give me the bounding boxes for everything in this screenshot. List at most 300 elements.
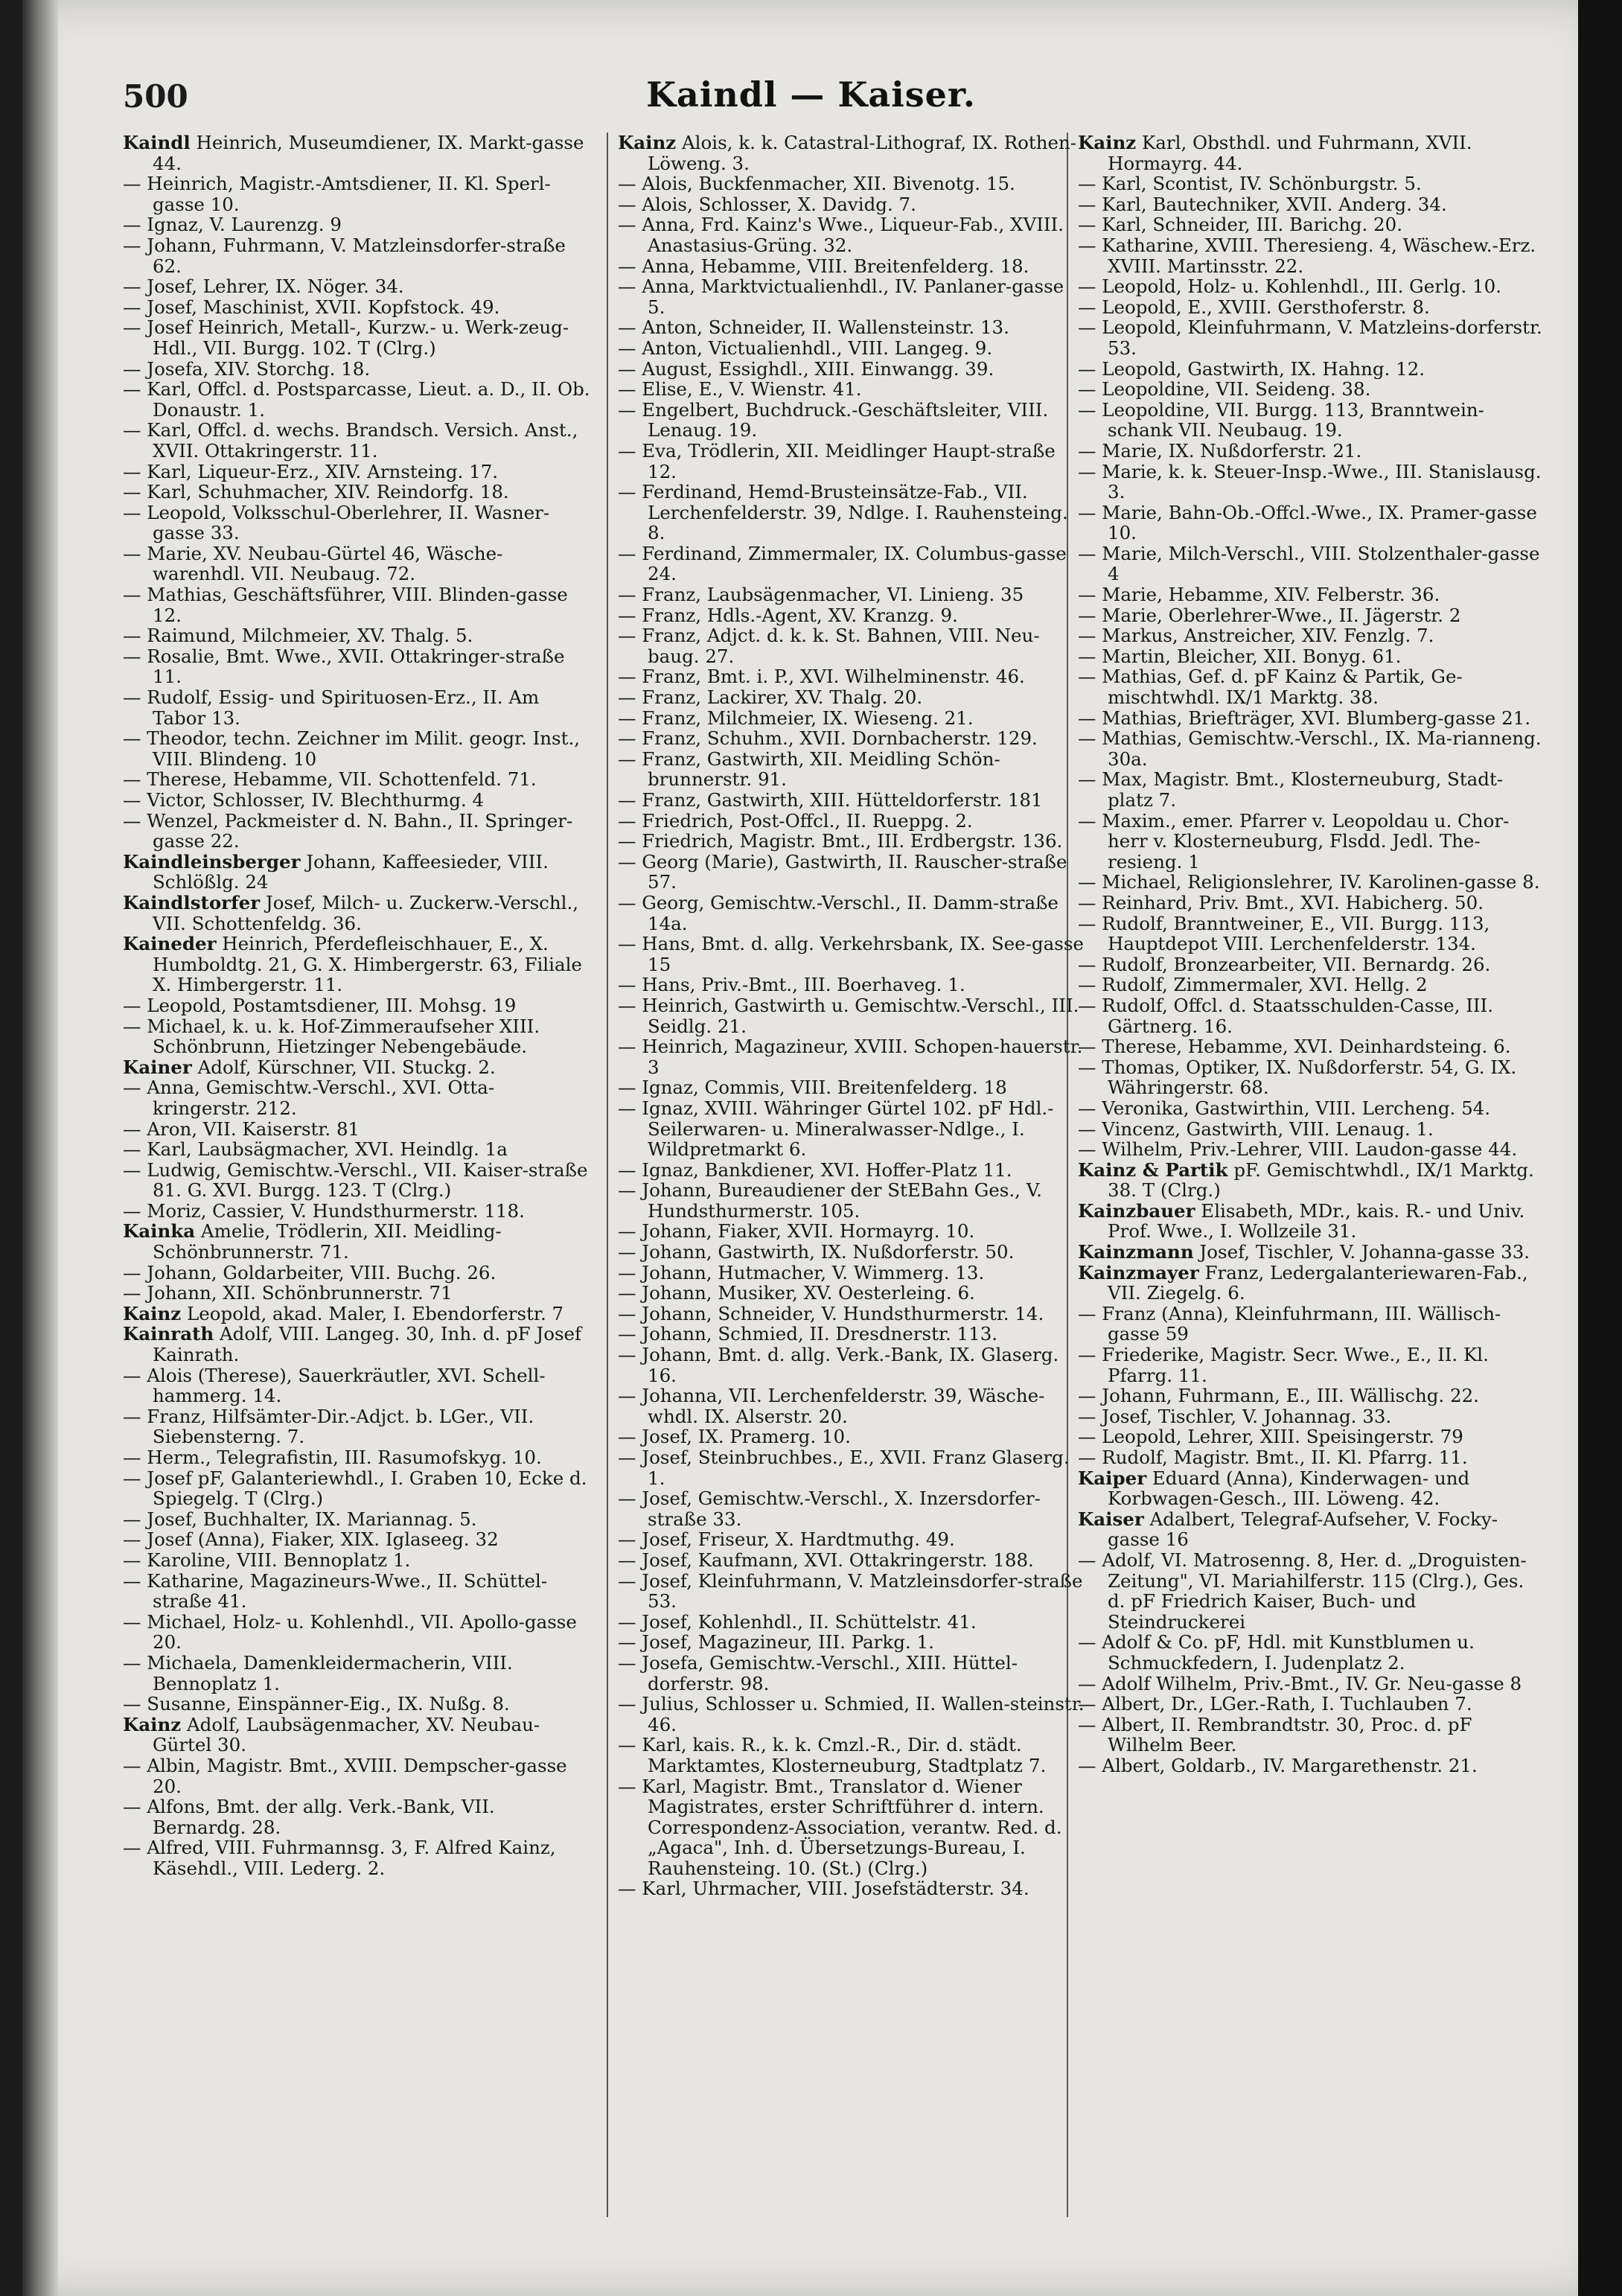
- directory-entry: [1078, 605, 1547, 626]
- entry-text: — Johann, XII. Schönbrunnerstr. 71: [123, 1282, 453, 1304]
- entry-text: — Johann, Musiker, XV. Oesterleing. 6.: [618, 1282, 975, 1304]
- entry-text: — Martin, Bleicher, XII. Bonyg. 61.: [1078, 645, 1402, 667]
- column-2: [618, 133, 1087, 1899]
- entry-surname: Kainz: [1078, 132, 1137, 153]
- entry-text: — Rudolf, Bronzearbeiter, VII. Bernardg. 26.: [1078, 953, 1491, 975]
- directory-entry: [618, 1345, 1087, 1385]
- directory-entry: [618, 1550, 1087, 1571]
- directory-entry: [618, 811, 1087, 832]
- entry-text: — Josef, Kleinfuhrmann, V. Matzleinsdorfer-straße 53.: [618, 1569, 1083, 1613]
- directory-entry: [1078, 173, 1547, 194]
- entry-surname: Kainzbauer: [1078, 1199, 1195, 1222]
- directory-entry: [123, 133, 592, 173]
- directory-entry: [123, 543, 592, 584]
- entry-text: Adalbert, Telegraf-Aufseher, V. Focky-gasse 16: [1108, 1508, 1498, 1551]
- entry-text: — August, Essighdl., XIII. Einwangg. 39.: [618, 357, 994, 380]
- entry-text: — Katharine, XVIII. Theresieng. 4, Wäschew.-Erz. XVIII. Martinsstr. 22.: [1078, 234, 1536, 277]
- entry-text: Leopold, akad. Maler, I. Ebendorferstr. 7: [181, 1302, 564, 1324]
- directory-entry: [618, 1612, 1087, 1633]
- entry-text: — Josef, Gemischtw.-Verschl., X. Inzersdorfer-straße 33.: [618, 1487, 1041, 1530]
- entry-text: Adolf, Kürschner, VII. Stuckg. 2.: [191, 1056, 496, 1078]
- directory-entry: [618, 543, 1087, 584]
- entry-text: — Franz, Laubsägenmacher, VI. Linieng. 35: [618, 584, 1024, 606]
- entry-text: — Ferdinand, Zimmermaler, IX. Columbus-gasse 24.: [618, 542, 1067, 585]
- entry-text: — Thomas, Optiker, IX. Nußdorferstr. 54, G. IX. Währingerstr. 68.: [1078, 1056, 1517, 1099]
- directory-entry: [123, 1139, 592, 1160]
- directory-entry: [1078, 214, 1547, 235]
- entry-text: — Franz, Bmt. i. P., XVI. Wilhelminenstr. 46.: [618, 666, 1025, 688]
- column-3: [1078, 133, 1547, 1776]
- entry-surname: Kainka: [123, 1220, 196, 1243]
- directory-entry: [123, 276, 592, 297]
- directory-entry: [1078, 1694, 1547, 1715]
- entry-text: — Karl, Magistr. Bmt., Translator d. Wiener Magistrates, erster Schriftführer d. intern. Correspondenz-Association, verantw. Red. d. „Agaca", Inh. d. Übersetzungs-Bureau, I. Rauhensteing. 10. (St.) (Clrg.): [618, 1775, 1062, 1879]
- entry-text: — Johanna, VII. Lerchenfelderstr. 39, Wäsche-whdl. IX. Alserstr. 20.: [618, 1385, 1045, 1427]
- directory-entry: [123, 1324, 592, 1365]
- column-1: [123, 133, 592, 1878]
- directory-entry: [123, 214, 592, 235]
- directory-entry: [123, 1509, 592, 1530]
- entry-text: — Wilhelm, Priv.-Lehrer, VIII. Laudon-gasse 44.: [1078, 1138, 1518, 1161]
- directory-entry: [123, 995, 592, 1016]
- entry-text: — Hans, Bmt. d. allg. Verkehrsbank, IX. See-gasse 15: [618, 933, 1084, 975]
- directory-entry: [1078, 194, 1547, 215]
- entry-text: Johann, Kaffeesieder, VIII. Schlößlg. 24: [153, 850, 549, 893]
- directory-entry: [618, 708, 1087, 729]
- directory-entry: [123, 625, 592, 646]
- directory-entry: [618, 1632, 1087, 1653]
- directory-entry: [123, 173, 592, 214]
- directory-entry: [123, 359, 592, 380]
- entry-text: — Adolf & Co. pF, Hdl. mit Kunstblumen u. Schmuckfedern, I. Judenplatz 2.: [1078, 1631, 1475, 1674]
- directory-entry: [618, 625, 1087, 666]
- entry-text: — Marie, XV. Neubau-Gürtel 46, Wäsche-warenhdl. VII. Neubaug. 72.: [123, 542, 503, 585]
- directory-entry: [618, 194, 1087, 215]
- entry-surname: Kaindleinsberger: [123, 850, 301, 873]
- entry-text: — Rudolf, Magistr. Bmt., II. Kl. Pfarrg. 11.: [1078, 1447, 1468, 1468]
- entry-surname: Kainz & Partik: [1078, 1158, 1228, 1181]
- directory-entry: [618, 482, 1087, 543]
- directory-entry: [1078, 1160, 1547, 1201]
- directory-entry: [618, 1776, 1087, 1879]
- entry-text: — Franz, Milchmeier, IX. Wieseng. 21.: [618, 707, 974, 729]
- directory-entry: [123, 1529, 592, 1550]
- directory-entry: [1078, 913, 1547, 954]
- entry-text: — Josef, Maschinist, XVII. Kopfstock. 49.: [123, 296, 500, 318]
- directory-entry: [618, 975, 1087, 995]
- entry-text: — Leopold, Kleinfuhrmann, V. Matzleins-dorferstr. 53.: [1078, 316, 1542, 359]
- directory-entry: [618, 687, 1087, 708]
- entry-text: — Josef, Kohlenhdl., II. Schüttelstr. 41.: [618, 1610, 977, 1633]
- entry-text: — Moriz, Cassier, V. Hundsthurmerstr. 118.: [123, 1199, 525, 1222]
- entry-surname: Kaindl: [123, 132, 191, 153]
- entry-text: — Josef pF, Galanteriewhdl., I. Graben 10, Ecke d. Spiegelg. T (Clrg.): [123, 1467, 587, 1510]
- directory-entry: [1078, 1139, 1547, 1160]
- directory-entry: [618, 790, 1087, 811]
- directory-entry: [123, 235, 592, 276]
- directory-entry: [618, 995, 1087, 1036]
- directory-entry: [123, 852, 592, 893]
- entry-text: — Ignaz, V. Laurenzg. 9: [123, 214, 342, 236]
- entry-text: — Friederike, Magistr. Secr. Wwe., E., II. Kl. Pfarrg. 11.: [1078, 1344, 1489, 1386]
- directory-entry: [123, 1715, 592, 1756]
- directory-entry: [123, 1653, 592, 1694]
- entry-text: — Johann, Gastwirth, IX. Nußdorferstr. 50.: [618, 1241, 1015, 1263]
- entry-surname: Kainzmann: [1078, 1241, 1194, 1263]
- directory-entry: [618, 1098, 1087, 1160]
- directory-entry: [618, 173, 1087, 194]
- entry-surname: Kaineder: [123, 933, 217, 955]
- entry-text: — Victor, Schlosser, IV. Blechthurmg. 4: [123, 789, 485, 811]
- directory-entry: [123, 811, 592, 852]
- directory-entry: [123, 893, 592, 934]
- entry-text: — Ignaz, Commis, VIII. Breitenfelderg. 18: [618, 1077, 1007, 1099]
- directory-entry: [123, 1304, 592, 1324]
- directory-entry: [123, 769, 592, 790]
- directory-entry: [1078, 317, 1547, 358]
- directory-entry: [1078, 1632, 1547, 1673]
- directory-entry: [1078, 1304, 1547, 1345]
- entry-text: — Adolf Wilhelm, Priv.-Bmt., IV. Gr. Neu-gasse 8: [1078, 1672, 1522, 1694]
- directory-entry: [123, 584, 592, 625]
- entry-text: Alois, k. k. Catastral-Lithograf, IX. Rothen-Löweng. 3.: [648, 132, 1077, 174]
- entry-text: — Marie, Oberlehrer-Wwe., II. Jägerstr. 2: [1078, 604, 1461, 626]
- directory-entry: [618, 749, 1087, 790]
- directory-entry: [1078, 400, 1547, 441]
- entry-text: — Veronika, Gastwirthin, VIII. Lercheng. 54.: [1078, 1097, 1491, 1119]
- entry-text: — Anna, Gemischtw.-Verschl., XVI. Otta-kringerstr. 212.: [123, 1077, 495, 1119]
- page-number: 500: [123, 78, 188, 115]
- directory-entry: [1078, 893, 1547, 913]
- entry-text: — Franz, Schuhm., XVII. Dornbacherstr. 129.: [618, 727, 1038, 750]
- directory-entry: [1078, 462, 1547, 503]
- directory-entry: [1078, 728, 1547, 769]
- entry-text: — Leopold, Lehrer, XIII. Speisingerstr. 79: [1078, 1426, 1463, 1448]
- directory-entry: [1078, 769, 1547, 810]
- directory-entry: [618, 584, 1087, 605]
- entry-text: — Johann, Bmt. d. allg. Verk.-Bank, IX. Glaserg. 16.: [618, 1344, 1059, 1386]
- entry-text: — Anton, Victualienhdl., VIII. Langeg. 9.: [618, 337, 993, 359]
- entry-text: — Johann, Goldarbeiter, VIII. Buchg. 26.: [123, 1261, 497, 1283]
- directory-entry: [1078, 503, 1547, 543]
- directory-entry: [618, 379, 1087, 400]
- entry-text: Josef, Milch- u. Zuckerw.-Verschl., VII. Schottenfeldg. 36.: [153, 891, 579, 934]
- directory-entry: [123, 1365, 592, 1406]
- directory-entry: [1078, 543, 1547, 584]
- directory-entry: [1078, 1098, 1547, 1119]
- entry-text: — Karoline, VIII. Bennoplatz 1.: [123, 1549, 411, 1571]
- entry-text: — Rudolf, Zimmermaler, XVI. Hellg. 2: [1078, 974, 1428, 996]
- entry-text: — Alfons, Bmt. der allg. Verk.-Bank, VII. Bernardg. 28.: [123, 1796, 495, 1838]
- directory-entry: [123, 503, 592, 543]
- directory-entry: [123, 1406, 592, 1447]
- directory-entry: [123, 1550, 592, 1571]
- directory-entry: [123, 1160, 592, 1201]
- entry-text: — Leopold, E., XVIII. Gersthoferstr. 8.: [1078, 296, 1430, 318]
- directory-entry: [123, 462, 592, 482]
- directory-entry: [1078, 1242, 1547, 1263]
- directory-entry: [1078, 1550, 1547, 1632]
- entry-text: Franz, Ledergalanteriewaren-Fab., VII. Ziegelg. 6.: [1108, 1261, 1528, 1304]
- entry-text: — Georg (Marie), Gastwirth, II. Rauscher-straße 57.: [618, 850, 1067, 893]
- directory-entry: [1078, 235, 1547, 276]
- directory-entry: [618, 1036, 1087, 1077]
- entry-text: — Michael, Religionslehrer, IV. Karolinen-gasse 8.: [1078, 871, 1540, 893]
- directory-entry: [123, 379, 592, 420]
- entry-surname: Kainrath: [123, 1323, 214, 1345]
- entry-text: — Elise, E., V. Wienstr. 41.: [618, 378, 862, 401]
- directory-entry: [123, 317, 592, 358]
- entry-text: — Franz (Anna), Kleinfuhrmann, III. Wällisch-gasse 59: [1078, 1302, 1501, 1345]
- entry-text: — Max, Magistr. Bmt., Klosterneuburg, Stadt-platz 7.: [1078, 768, 1504, 811]
- directory-entry: [123, 420, 592, 461]
- entry-text: — Maxim., emer. Pfarrer v. Leopoldau u. Chor-herr v. Klosterneuburg, Flsdd. Jedl. The-resieng. 1: [1078, 809, 1510, 873]
- entry-text: — Karl, Liqueur-Erz., XIV. Arnsteing. 17.: [123, 460, 499, 482]
- directory-entry: [1078, 646, 1547, 667]
- directory-entry: [123, 1571, 592, 1612]
- entry-text: — Franz, Hilfsämter-Dir.-Adjct. b. LGer., VII. Siebensterng. 7.: [123, 1405, 534, 1448]
- entry-text: — Josef, Magazineur, III. Parkg. 1.: [618, 1631, 934, 1654]
- directory-entry: [618, 1447, 1087, 1488]
- directory-entry: [1078, 1057, 1547, 1098]
- entry-text: — Aron, VII. Kaiserstr. 81: [123, 1117, 360, 1140]
- directory-entry: [618, 1180, 1087, 1221]
- entry-surname: Kaindlstorfer: [123, 891, 261, 913]
- entry-text: — Albert, Goldarb., IV. Margarethenstr. 21.: [1078, 1754, 1478, 1776]
- directory-entry: [618, 666, 1087, 687]
- directory-entry: [123, 1796, 592, 1837]
- directory-entry: [123, 1447, 592, 1468]
- directory-entry: [123, 687, 592, 728]
- directory-entry: [618, 831, 1087, 852]
- entry-text: — Michael, Holz- u. Kohlenhdl., VII. Apollo-gasse 20.: [123, 1610, 577, 1654]
- entry-text: — Johann, Bureaudiener der StEBahn Ges., V. Hundsthurmerstr. 105.: [618, 1179, 1042, 1222]
- directory-entry: [1078, 1509, 1547, 1550]
- book-binding: [22, 0, 58, 2296]
- directory-entry: [618, 1529, 1087, 1550]
- directory-entry: [618, 214, 1087, 255]
- page-heading: Kaindl — Kaiser.: [646, 74, 976, 115]
- directory-entry: [123, 790, 592, 811]
- directory-entry: [618, 276, 1087, 317]
- directory-entry: [123, 1263, 592, 1283]
- directory-entry: [618, 1263, 1087, 1283]
- entry-text: — Rudolf, Branntweiner, E., VII. Burgg. 113, Hauptdepot VIII. Lerchenfelderstr. 134.: [1078, 912, 1490, 955]
- entry-text: — Josef, Friseur, X. Hardtmuthg. 49.: [618, 1528, 955, 1551]
- directory-entry: [618, 1304, 1087, 1324]
- column-rule: [607, 133, 608, 2217]
- directory-entry: [1078, 1385, 1547, 1406]
- entry-text: — Therese, Hebamme, VII. Schottenfeld. 71.: [123, 768, 537, 791]
- entry-text: — Johann, Fuhrmann, V. Matzleinsdorfer-straße 62.: [123, 234, 566, 277]
- entry-text: — Leopoldine, VII. Burgg. 113, Branntwein-schank VII. Neubaug. 19.: [1078, 398, 1484, 441]
- directory-entry: [618, 1735, 1087, 1776]
- entry-text: — Marie, Milch-Verschl., VIII. Stolzenthaler-gasse 4: [1078, 542, 1540, 585]
- entry-text: — Leopold, Postamtsdiener, III. Mohsg. 19: [123, 994, 517, 1016]
- directory-entry: [1078, 276, 1547, 297]
- entry-text: — Franz, Hdls.-Agent, XV. Kranzg. 9.: [618, 604, 958, 626]
- entry-text: — Karl, Bautechniker, XVII. Anderg. 34.: [1078, 193, 1447, 215]
- directory-entry: [1078, 1756, 1547, 1776]
- directory-entry: [1078, 1406, 1547, 1427]
- entry-text: — Julius, Schlosser u. Schmied, II. Wallen-steinstr. 46.: [618, 1693, 1085, 1735]
- entry-text: — Anton, Schneider, II. Wallensteinstr. 13.: [618, 316, 1009, 339]
- directory-entry: [1078, 1447, 1547, 1468]
- entry-text: — Franz, Adjct. d. k. k. St. Bahnen, VIII. Neu-baug. 27.: [618, 625, 1040, 667]
- entry-text: — Leopold, Holz- u. Kohlenhdl., III. Gerlg. 10.: [1078, 275, 1502, 298]
- entry-text: — Friedrich, Post-Offcl., II. Rueppg. 2.: [618, 809, 973, 832]
- directory-entry: [618, 1488, 1087, 1529]
- directory-entry: [618, 1653, 1087, 1694]
- directory-entry: [1078, 1674, 1547, 1694]
- entry-text: Adolf, Laubsägenmacher, XV. Neubau-Gürtel 30.: [153, 1713, 540, 1756]
- directory-entry: [618, 728, 1087, 749]
- entry-text: — Leopoldine, VII. Seideng. 38.: [1078, 378, 1371, 401]
- entry-text: — Leopold, Volksschul-Oberlehrer, II. Wasner-gasse 33.: [123, 501, 550, 544]
- entry-text: — Leopold, Gastwirth, IX. Hahng. 12.: [1078, 357, 1425, 380]
- directory-entry: [618, 1694, 1087, 1735]
- directory-entry: [618, 1878, 1087, 1899]
- directory-entry: [1078, 441, 1547, 462]
- directory-entry: [618, 1426, 1087, 1447]
- entry-text: — Karl, Schuhmacher, XIV. Reindorfg. 18.: [123, 481, 509, 503]
- directory-entry: [1078, 1036, 1547, 1057]
- directory-entry: [123, 297, 592, 318]
- directory-entry: [123, 1119, 592, 1140]
- entry-text: — Karl, Laubsägmacher, XVI. Heindlg. 1a: [123, 1138, 508, 1161]
- entry-text: — Adolf, VI. Matrosenng. 8, Her. d. „Droguisten-Zeitung", VI. Mariahilferstr. 115 (Clrg.), Ges. d. pF Friedrich Kaiser, Buch- und Steindruckerei: [1078, 1549, 1527, 1633]
- entry-text: Amelie, Trödlerin, XII. Meidling-Schönbrunnerstr. 71.: [153, 1220, 502, 1263]
- directory-entry: [1078, 625, 1547, 646]
- entry-text: pF. Gemischtwhdl., IX/1 Marktg. 38. T (Clrg.): [1108, 1158, 1534, 1202]
- entry-text: — Albert, Dr., LGer.-Rath, I. Tuchlauben 7.: [1078, 1693, 1472, 1715]
- entry-text: — Johann, Schneider, V. Hundsthurmerstr. 14.: [618, 1302, 1044, 1324]
- directory-entry: [123, 1468, 592, 1509]
- entry-text: — Eva, Trödlerin, XII. Meidlinger Haupt-straße 12.: [618, 439, 1056, 482]
- directory-entry: [123, 1694, 592, 1715]
- directory-entry: [1078, 975, 1547, 995]
- directory-entry: [123, 1283, 592, 1304]
- entry-text: — Karl, Scontist, IV. Schönburgstr. 5.: [1078, 173, 1422, 195]
- entry-text: — Alois, Schlosser, X. Davidg. 7.: [618, 193, 916, 215]
- entry-text: — Johann, Fiaker, XVII. Hormayrg. 10.: [618, 1220, 975, 1243]
- directory-entry: [1078, 584, 1547, 605]
- entry-text: Eduard (Anna), Kinderwagen- und Korbwagen-Gesch., III. Löweng. 42.: [1108, 1467, 1470, 1510]
- entry-text: — Friedrich, Magistr. Bmt., III. Erdbergstr. 136.: [618, 830, 1063, 852]
- directory-entry: [618, 1077, 1087, 1098]
- directory-entry: [618, 1324, 1087, 1345]
- entry-text: Adolf, VIII. Langeg. 30, Inh. d. pF Josef Kainrath.: [153, 1323, 582, 1366]
- entry-text: — Anna, Hebamme, VIII. Breitenfelderg. 18.: [618, 255, 1029, 277]
- directory-entry: [1078, 297, 1547, 318]
- directory-entry: [1078, 1468, 1547, 1509]
- entry-text: — Vincenz, Gastwirth, VIII. Lenaug. 1.: [1078, 1117, 1434, 1140]
- directory-entry: [1078, 1345, 1547, 1385]
- entry-text: — Rudolf, Offcl. d. Staatsschulden-Casse, III. Gärtnerg. 16.: [1078, 994, 1494, 1037]
- directory-entry: [618, 338, 1087, 359]
- entry-text: — Karl, Uhrmacher, VIII. Josefstädterstr. 34.: [618, 1878, 1029, 1900]
- directory-entry: [1078, 1715, 1547, 1756]
- directory-entry: [123, 1057, 592, 1078]
- directory-entry: [1078, 811, 1547, 873]
- entry-text: — Josef, Buchhalter, IX. Mariannag. 5.: [123, 1508, 477, 1530]
- entry-text: Heinrich, Pferdefleischhauer, E., X. Humboldtg. 21, G. X. Himbergerstr. 63, Filiale X. Himbergerstr. 11.: [153, 933, 582, 996]
- entry-text: — Rosalie, Bmt. Wwe., XVII. Ottakringer-straße 11.: [123, 645, 565, 688]
- directory-entry: [618, 1221, 1087, 1242]
- entry-text: — Franz, Lackirer, XV. Thalg. 20.: [618, 686, 923, 709]
- entry-text: — Marie, IX. Nußdorferstr. 21.: [1078, 439, 1362, 462]
- directory-entry: [618, 605, 1087, 626]
- entry-text: — Theodor, techn. Zeichner im Milit. geogr. Inst., VIII. Blindeng. 10: [123, 727, 581, 770]
- entry-text: Karl, Obsthdl. und Fuhrmann, XVII. Hormayrg. 44.: [1108, 132, 1472, 174]
- directory-entry: [123, 934, 592, 995]
- entry-text: — Karl, kais. R., k. k. Cmzl.-R., Dir. d. städt. Marktamtes, Klosterneuburg, Stadtplatz 7.: [618, 1734, 1047, 1776]
- entry-text: — Franz, Gastwirth, XII. Meidling Schön-brunnerstr. 91.: [618, 747, 1000, 791]
- directory-entry: [123, 1201, 592, 1222]
- entry-text: — Katharine, Magazineurs-Wwe., II. Schüttel-straße 41.: [123, 1569, 548, 1613]
- entry-text: — Mathias, Gef. d. pF Kainz & Partik, Ge-mischtwhdl. IX/1 Marktg. 38.: [1078, 666, 1463, 709]
- directory-entry: [123, 1756, 592, 1796]
- directory-entry: [123, 1612, 592, 1653]
- entry-text: — Ignaz, XVIII. Währinger Gürtel 102. pF Hdl.-Seilerwaren- u. Mineralwasser-Ndlge., I. Wildpretmarkt 6.: [618, 1097, 1054, 1161]
- directory-entry: [123, 1221, 592, 1262]
- entry-text: — Anna, Marktvictualienhdl., IV. Panlaner-gasse 5.: [618, 275, 1064, 318]
- entry-text: — Reinhard, Priv. Bmt., XVI. Habicherg. 50.: [1078, 891, 1484, 913]
- directory-entry: [123, 1077, 592, 1118]
- entry-text: — Marie, Bahn-Ob.-Offcl.-Wwe., IX. Pramer-gasse 10.: [1078, 501, 1537, 544]
- entry-text: — Mathias, Briefträger, XVI. Blumberg-gasse 21.: [1078, 707, 1531, 729]
- entry-text: — Heinrich, Magazineur, XVIII. Schopen-hauerstr. 3: [618, 1036, 1083, 1078]
- entry-text: — Anna, Frd. Kainz's Wwe., Liqueur-Fab., XVIII. Anastasius-Grüng. 32.: [618, 214, 1064, 256]
- entry-surname: Kainz: [618, 132, 677, 153]
- entry-text: — Josef, IX. Pramerg. 10.: [618, 1426, 851, 1448]
- entry-text: — Albert, II. Rembrandtstr. 30, Proc. d. pF Wilhelm Beer.: [1078, 1713, 1472, 1756]
- entry-text: Elisabeth, MDr., kais. R.- und Univ. Prof. Wwe., I. Wollzeile 31.: [1108, 1199, 1525, 1243]
- directory-entry: [1078, 954, 1547, 975]
- entry-text: — Engelbert, Buchdruck.-Geschäftsleiter, VIII. Lenaug. 19.: [618, 398, 1049, 441]
- directory-entry: [1078, 359, 1547, 380]
- directory-entry: [618, 1242, 1087, 1263]
- directory-entry: [618, 400, 1087, 441]
- directory-entry: [123, 482, 592, 503]
- entry-text: — Markus, Anstreicher, XIV. Fenzlg. 7.: [1078, 625, 1434, 647]
- entry-text: — Heinrich, Magistr.-Amtsdiener, II. Kl. Sperl-gasse 10.: [123, 173, 551, 215]
- entry-text: — Alois (Therese), Sauerkräutler, XVI. Schell-hammerg. 14.: [123, 1364, 546, 1407]
- entry-text: — Heinrich, Gastwirth u. Gemischtw.-Verschl., III. Seidlg. 21.: [618, 994, 1079, 1037]
- entry-surname: Kaiper: [1078, 1467, 1147, 1489]
- entry-text: — Josefa, XIV. Storchg. 18.: [123, 357, 371, 380]
- entry-text: — Alois, Buckfenmacher, XII. Bivenotg. 15.: [618, 173, 1015, 195]
- directory-entry: [618, 133, 1087, 173]
- entry-text: — Ferdinand, Hemd-Brusteinsätze-Fab., VII. Lerchenfelderstr. 39, Ndlge. I. Rauhensteing. 8.: [618, 481, 1068, 544]
- entry-text: — Mathias, Geschäftsführer, VIII. Blinden-gasse 12.: [123, 584, 568, 626]
- directory-entry: [618, 1571, 1087, 1612]
- entry-text: — Marie, Hebamme, XIV. Felberstr. 36.: [1078, 584, 1440, 606]
- entry-text: — Wenzel, Packmeister d. N. Bahn., II. Springer-gasse 22.: [123, 809, 573, 852]
- directory-entry: [618, 317, 1087, 338]
- entry-text: — Mathias, Gemischtw.-Verschl., IX. Ma-rianneng. 30a.: [1078, 727, 1542, 770]
- directory-entry: [123, 1837, 592, 1878]
- entry-text: — Karl, Offcl. d. Postsparcasse, Lieut. a. D., II. Ob. Donaustr. 1.: [123, 378, 590, 421]
- directory-entry: [1078, 995, 1547, 1036]
- directory-entry: [1078, 708, 1547, 729]
- entry-text: — Josef, Lehrer, IX. Nöger. 34.: [123, 275, 404, 298]
- entry-text: — Raimund, Milchmeier, XV. Thalg. 5.: [123, 625, 473, 647]
- entry-text: — Josef Heinrich, Metall-, Kurzw.- u. Werk-zeug-Hdl., VII. Burgg. 102. T (Clrg.): [123, 316, 569, 359]
- entry-surname: Kainz: [123, 1302, 182, 1324]
- directory-entry: [618, 1385, 1087, 1426]
- entry-surname: Kaiser: [1078, 1508, 1144, 1530]
